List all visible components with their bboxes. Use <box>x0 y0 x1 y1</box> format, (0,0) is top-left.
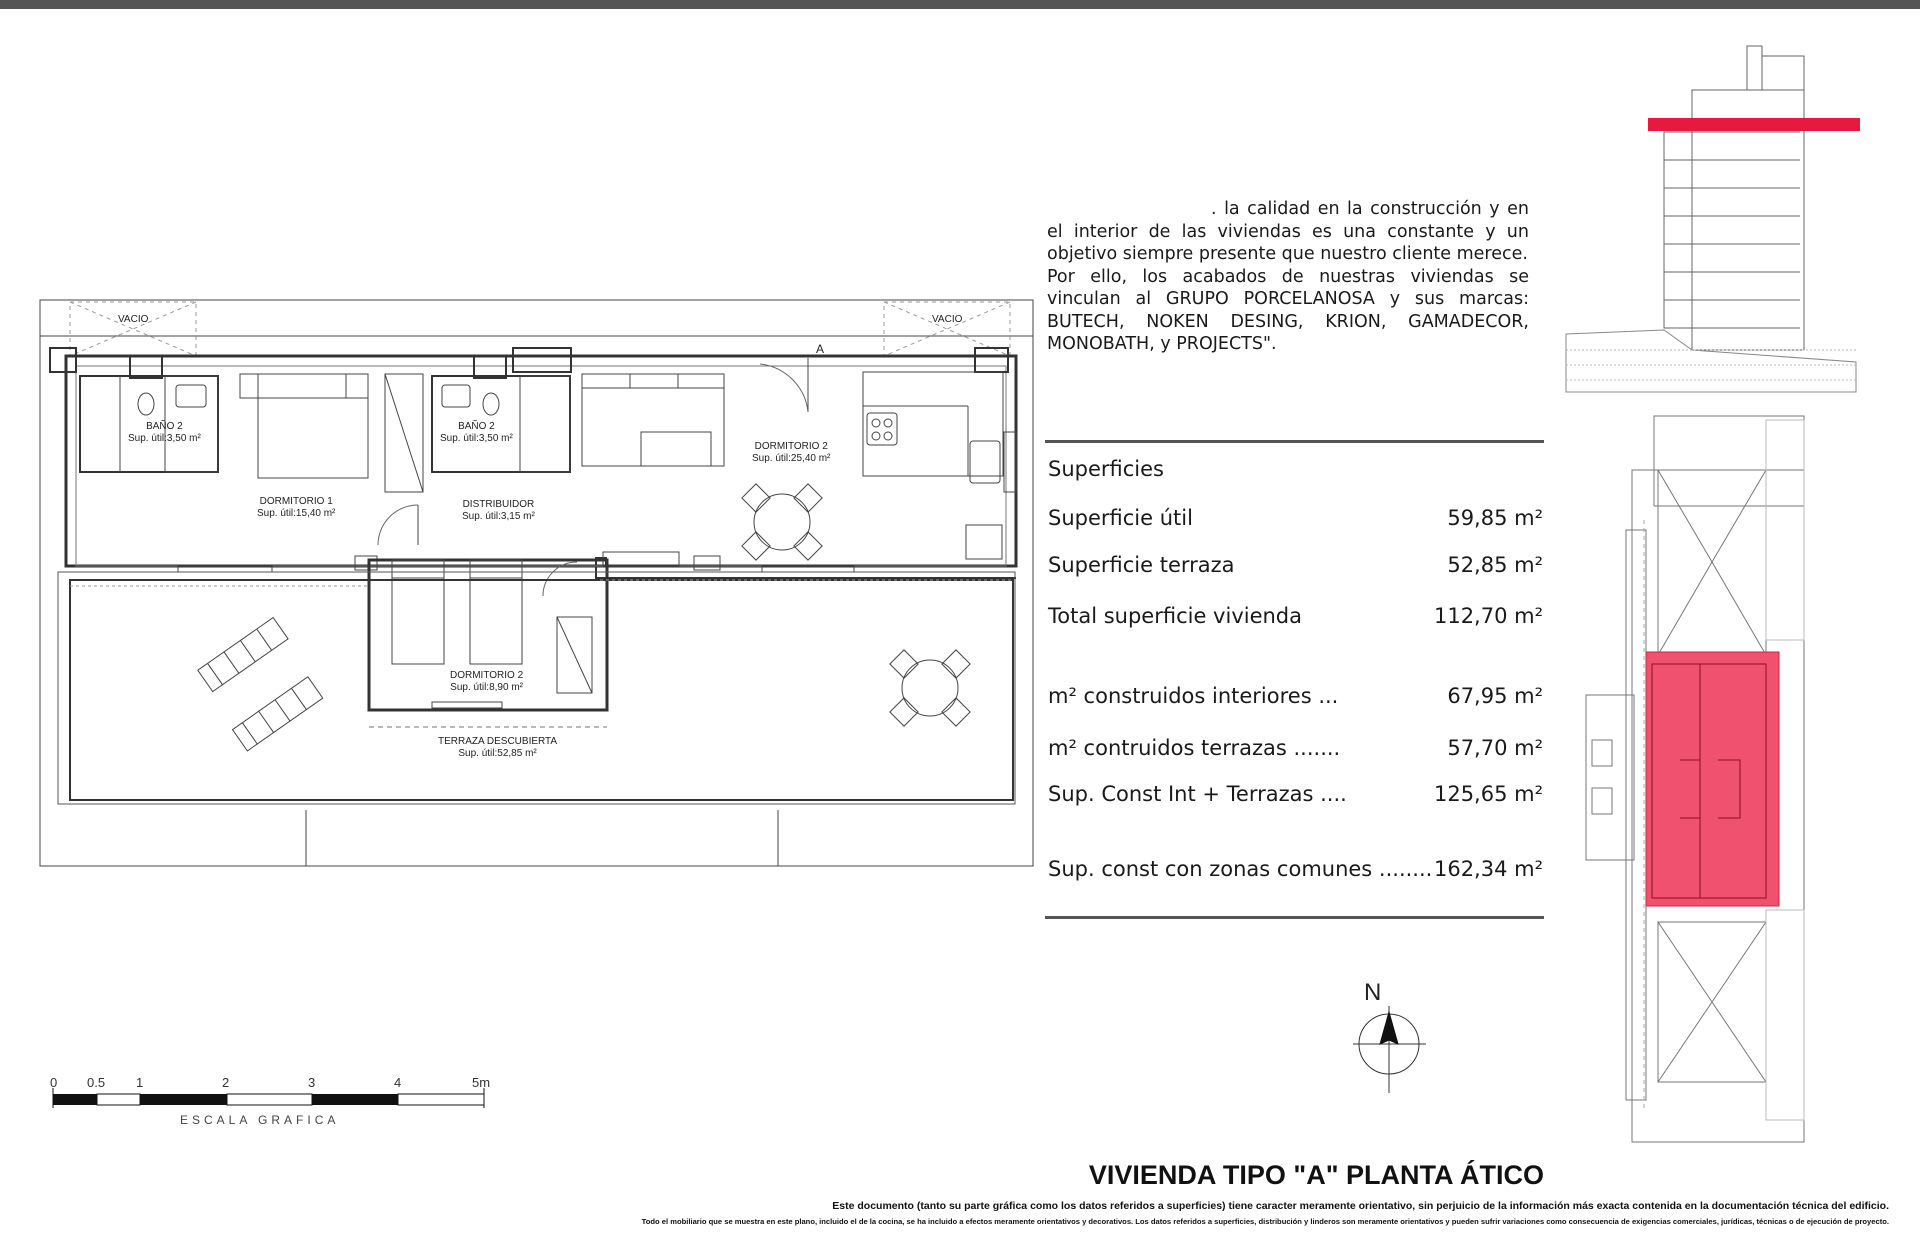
intro-paragraph-1: . la calidad en la construcción y en el interior de las viviendas es una constante y un objetivo siempre presente que nuestro cliente merece. <box>1047 199 1529 264</box>
scale-tick: 0.5 <box>87 1075 106 1090</box>
room-label: DISTRIBUIDOR Sup. útil:3,15 m² <box>462 499 535 522</box>
areas-heading: Superficies <box>1048 457 1164 481</box>
room-label: BAÑO 2 Sup. útil:3,50 m² <box>440 421 513 444</box>
room-label: TERRAZA DESCUBIERTA Sup. útil:52,85 m² <box>438 736 558 759</box>
room-label: BAÑO 2 Sup. útil:3,50 m² <box>128 421 201 444</box>
door-marker: A <box>816 342 825 356</box>
unit-highlight <box>1646 652 1779 906</box>
area-value: 67,95 m² <box>1447 684 1543 708</box>
void-label-left: VACIO <box>118 314 149 325</box>
north-arrow <box>1353 1006 1426 1093</box>
north-label: N <box>1364 979 1382 1006</box>
room-label: DORMITORIO 2 Sup. útil:8,90 m² <box>450 670 524 693</box>
area-value: 125,65 m² <box>1433 782 1543 806</box>
room-label: DORMITORIO 2 Sup. útil:25,40 m² <box>752 441 831 464</box>
scale-tick: 5m <box>472 1075 491 1090</box>
area-label: Total superficie vivienda <box>1048 604 1303 628</box>
table-top-rule <box>1045 440 1544 443</box>
building-section <box>1566 46 1856 392</box>
disclaimer-secondary: Todo el mobiliario que se muestra en este plano, incluido el de la cocina, se ha incluido a efectos meramente orientativos y decorativos. Los datos referidos a superficies, distribución y linderos son meramente orientativos y pueden sufrir variaciones como consecuencia de exigencias comerciales, jurídicas, técnicas o de ejecución de proyecto. <box>641 1217 1889 1226</box>
table-bottom-rule <box>1045 916 1544 919</box>
scale-tick: 1 <box>136 1075 144 1090</box>
area-label: m² construidos interiores ... <box>1048 684 1339 708</box>
scale-bar-graphic <box>53 1088 484 1108</box>
disclaimer-primary: Este documento (tanto su parte gráfica como los datos referidos a superficies) tiene caracter meramente orientativo, sin perjuicio de la información más exacta contenida en la documentación técnica del edificio. <box>832 1200 1889 1212</box>
area-label: Superficie útil <box>1048 506 1193 530</box>
intro-paragraph-2: Por ello, los acabados de nuestras viviendas se vinculan al GRUPO PORCELANOSA y sus marcas: BUTECH, NOKEN DESING, KRION, GAMADECOR, MONOBATH, y PROJECTS". <box>1047 266 1529 354</box>
area-value: 57,70 m² <box>1447 736 1543 760</box>
area-value: 52,85 m² <box>1447 553 1543 577</box>
void-left <box>70 302 196 356</box>
floor-plan <box>40 300 1033 866</box>
area-label: Sup. Const Int + Terrazas .... <box>1048 782 1347 806</box>
area-value: 59,85 m² <box>1447 506 1543 530</box>
level-highlight-bar <box>1648 118 1860 131</box>
scale-tick: 3 <box>308 1075 316 1090</box>
area-label: Superficie terraza <box>1048 553 1235 577</box>
scale-tick: 2 <box>222 1075 230 1090</box>
area-label: Sup. const con zonas comunes ........ <box>1048 857 1433 881</box>
document-title: VIVIENDA TIPO "A" PLANTA ÁTICO <box>1088 1160 1544 1190</box>
scale-bar-title: ESCALA GRAFICA <box>180 1113 340 1127</box>
scale-tick: 0 <box>50 1075 58 1090</box>
intro-text <box>1047 198 1529 356</box>
area-value: 112,70 m² <box>1433 604 1543 628</box>
area-label: m² contruidos terrazas ....... <box>1048 736 1341 760</box>
area-value: 162,34 m² <box>1433 857 1543 881</box>
room-label: DORMITORIO 1 Sup. útil:15,40 m² <box>257 496 336 519</box>
void-label-right: VACIO <box>932 314 963 325</box>
scale-tick: 4 <box>394 1075 402 1090</box>
